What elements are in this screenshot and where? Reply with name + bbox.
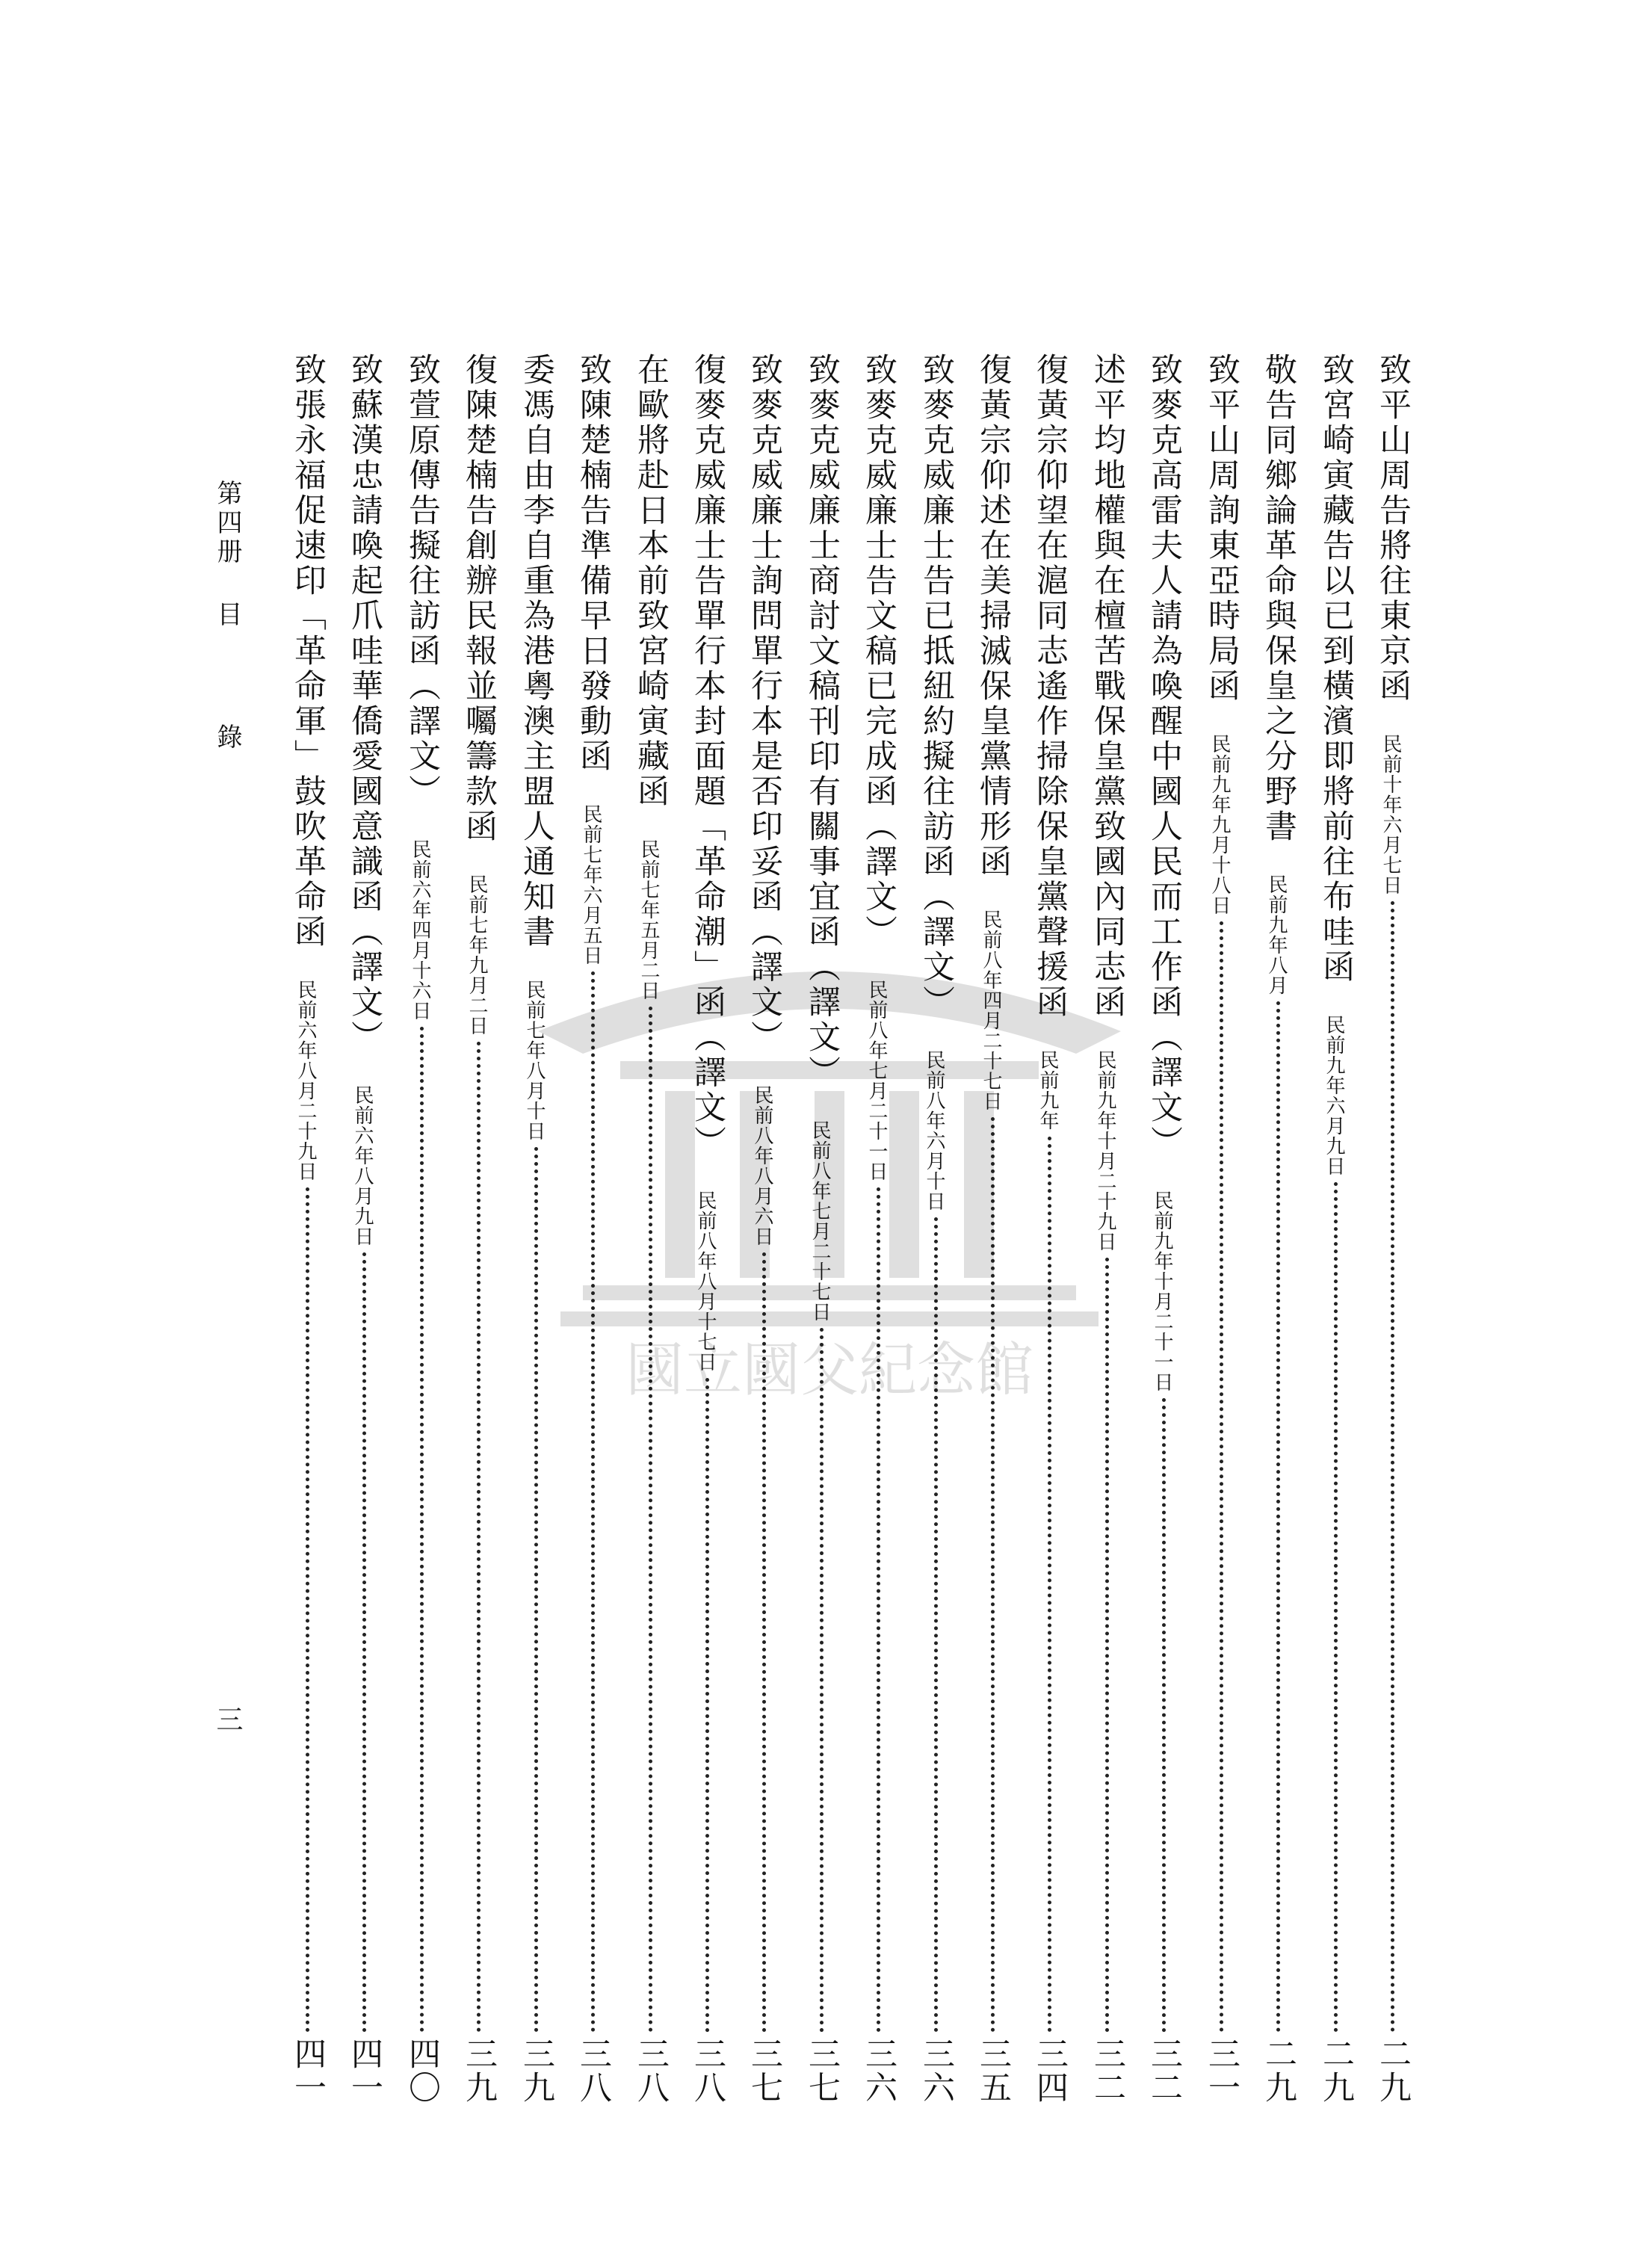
entry-date: 民前六年八月二十九日 bbox=[294, 980, 317, 1181]
entry-title: 復黃宗仰述在美掃滅保皇黨情形函 bbox=[974, 353, 1012, 880]
toc-entry bbox=[682, 353, 732, 2169]
leader-dots bbox=[362, 1252, 366, 2033]
entry-title: 致麥克威廉士告文稿已完成函（譯文） bbox=[860, 353, 897, 950]
leader-dots bbox=[534, 1147, 538, 2033]
entry-title: 致陳楚楠告準備早日發動函 bbox=[575, 353, 612, 774]
entry-title: 在歐將赴日本前致宮崎寅藏函 bbox=[632, 353, 670, 809]
entry-page: 三八 bbox=[632, 2037, 670, 2104]
entry-title: 敬告同鄉論革命與保皇之分野書 bbox=[1260, 353, 1297, 844]
entry-page: 三二 bbox=[1089, 2037, 1126, 2104]
toc-entry bbox=[853, 353, 903, 2169]
entry-date: 民前九年九月十八日 bbox=[1208, 734, 1231, 915]
leader-dots bbox=[1048, 1137, 1051, 2033]
entry-title: 致麥克高雷夫人請為喚醒中國人民而工作函（譯文） bbox=[1146, 353, 1183, 1161]
entry-date: 民前十年六月七日 bbox=[1379, 734, 1402, 895]
page-number: 三 bbox=[212, 1705, 243, 1732]
leader-dots bbox=[991, 1117, 995, 2033]
entry-date: 民前九年十月二十九日 bbox=[1094, 1050, 1116, 1252]
toc-entry bbox=[1196, 353, 1246, 2169]
entry-page: 四一 bbox=[346, 2037, 383, 2104]
entry-title: 致蘇漢忠請喚起爪哇華僑愛國意識函（譯文） bbox=[346, 353, 383, 1055]
entry-date: 民前六年八月九日 bbox=[351, 1085, 374, 1246]
entry-page: 四一 bbox=[289, 2037, 327, 2104]
entry-page: 三六 bbox=[860, 2037, 897, 2104]
leader-dots bbox=[1276, 1001, 1280, 2033]
toc-entry bbox=[968, 353, 1017, 2169]
section-title: 目 錄 bbox=[212, 601, 242, 785]
entry-page: 三九 bbox=[518, 2037, 555, 2104]
volume-label: 第四册 bbox=[212, 480, 242, 567]
toc-entry bbox=[739, 353, 788, 2169]
entry-title: 致萱原傳告擬往訪函（譯文） bbox=[404, 353, 441, 809]
entry-page: 三二 bbox=[1146, 2037, 1183, 2104]
leader-dots bbox=[591, 971, 595, 2033]
toc-entry bbox=[1025, 353, 1074, 2169]
entry-title: 復麥克威廉士告單行本封面題「革命潮」函（譯文） bbox=[689, 353, 726, 1161]
entry-date: 民前七年五月二日 bbox=[637, 839, 660, 1001]
leader-dots bbox=[1105, 1258, 1109, 2033]
leader-dots bbox=[649, 1007, 652, 2033]
watermark-text: 國立國父紀念館 bbox=[625, 1337, 1034, 1404]
entry-date: 民前八年八月六日 bbox=[751, 1085, 773, 1246]
entry-date: 民前九年十月二十一日 bbox=[1151, 1190, 1173, 1392]
toc-entry bbox=[339, 353, 389, 2169]
leader-dots bbox=[1334, 1182, 1338, 2033]
entry-date: 民前八年七月二十七日 bbox=[809, 1120, 831, 1322]
entry-date: 民前六年四月十六日 bbox=[409, 839, 431, 1021]
entry-page: 三四 bbox=[1031, 2037, 1069, 2104]
entry-page: 三五 bbox=[974, 2037, 1012, 2104]
entry-page: 三七 bbox=[746, 2037, 783, 2104]
entry-page: 二九 bbox=[1317, 2037, 1355, 2104]
toc-entry bbox=[1368, 353, 1417, 2169]
toc-entry bbox=[397, 353, 446, 2169]
leader-dots bbox=[477, 1042, 481, 2033]
entry-date: 民前九年八月 bbox=[1265, 874, 1288, 995]
entry-page: 三一 bbox=[1203, 2037, 1240, 2104]
leader-dots bbox=[306, 1187, 309, 2033]
toc-entry bbox=[454, 353, 503, 2169]
entry-title: 致張永福促速印「革命軍」鼓吹革命函 bbox=[289, 353, 327, 950]
entry-title: 述平均地權與在檀苦戰保皇黨致國內同志函 bbox=[1089, 353, 1126, 1020]
entry-title: 致麥克威廉士告已抵紐約擬往訪函（譯文） bbox=[918, 353, 955, 1020]
entry-date: 民前八年四月二十七日 bbox=[980, 909, 1002, 1111]
toc-entry bbox=[625, 353, 675, 2169]
entry-title: 復陳楚楠告創辦民報並囑籌款函 bbox=[460, 353, 498, 844]
leader-dots bbox=[1220, 921, 1223, 2033]
entry-date: 民前八年八月十七日 bbox=[694, 1190, 717, 1372]
toc-entry bbox=[1253, 353, 1303, 2169]
entry-date: 民前七年六月五日 bbox=[580, 804, 602, 965]
entry-title: 致麥克威廉士商討文稿刊印有關事宜函（譯文） bbox=[803, 353, 841, 1090]
entry-date: 民前七年九月二日 bbox=[466, 874, 488, 1036]
toc-entry bbox=[797, 353, 846, 2169]
entry-page: 四〇 bbox=[404, 2037, 441, 2104]
entry-date: 民前九年 bbox=[1036, 1050, 1059, 1131]
leader-dots bbox=[1162, 1398, 1166, 2033]
toc-entry bbox=[1311, 353, 1360, 2169]
entry-date: 民前七年八月十日 bbox=[523, 980, 546, 1141]
entry-title: 致平山周詢東亞時局函 bbox=[1203, 353, 1240, 704]
entry-date: 民前八年七月二十一日 bbox=[865, 980, 888, 1181]
leader-dots bbox=[934, 1217, 938, 2033]
toc-entry bbox=[282, 353, 332, 2169]
toc-entry bbox=[511, 353, 560, 2169]
entry-title: 委馮自由李自重為港粵澳主盟人通知書 bbox=[518, 353, 555, 950]
entry-page: 三六 bbox=[918, 2037, 955, 2104]
leader-dots bbox=[420, 1027, 424, 2033]
running-head bbox=[208, 480, 253, 1900]
entry-date: 民前九年六月九日 bbox=[1323, 1015, 1345, 1176]
entry-title: 復黃宗仰望在滬同志遙作掃除保皇黨聲援函 bbox=[1031, 353, 1069, 1020]
leader-dots bbox=[820, 1328, 824, 2033]
toc-entry bbox=[568, 353, 617, 2169]
entry-page: 三七 bbox=[803, 2037, 841, 2104]
entry-page: 三九 bbox=[460, 2037, 498, 2104]
entry-page: 二九 bbox=[1260, 2037, 1297, 2104]
entry-title: 致宮崎寅藏告以已到橫濱即將前往布哇函 bbox=[1317, 353, 1355, 985]
entry-title: 致麥克威廉士詢問單行本是否印妥函（譯文） bbox=[746, 353, 783, 1055]
leader-dots bbox=[705, 1378, 709, 2033]
entry-page: 三八 bbox=[575, 2037, 612, 2104]
toc-entry bbox=[911, 353, 960, 2169]
entry-title: 致平山周告將往東京函 bbox=[1374, 353, 1412, 704]
leader-dots bbox=[762, 1252, 766, 2033]
entry-date: 民前八年六月十日 bbox=[923, 1050, 945, 1211]
entry-page: 三八 bbox=[689, 2037, 726, 2104]
toc-entry bbox=[1139, 353, 1188, 2169]
leader-dots bbox=[877, 1187, 880, 2033]
entry-page: 二九 bbox=[1374, 2037, 1412, 2104]
leader-dots bbox=[1391, 901, 1394, 2033]
toc-entry bbox=[1082, 353, 1131, 2169]
